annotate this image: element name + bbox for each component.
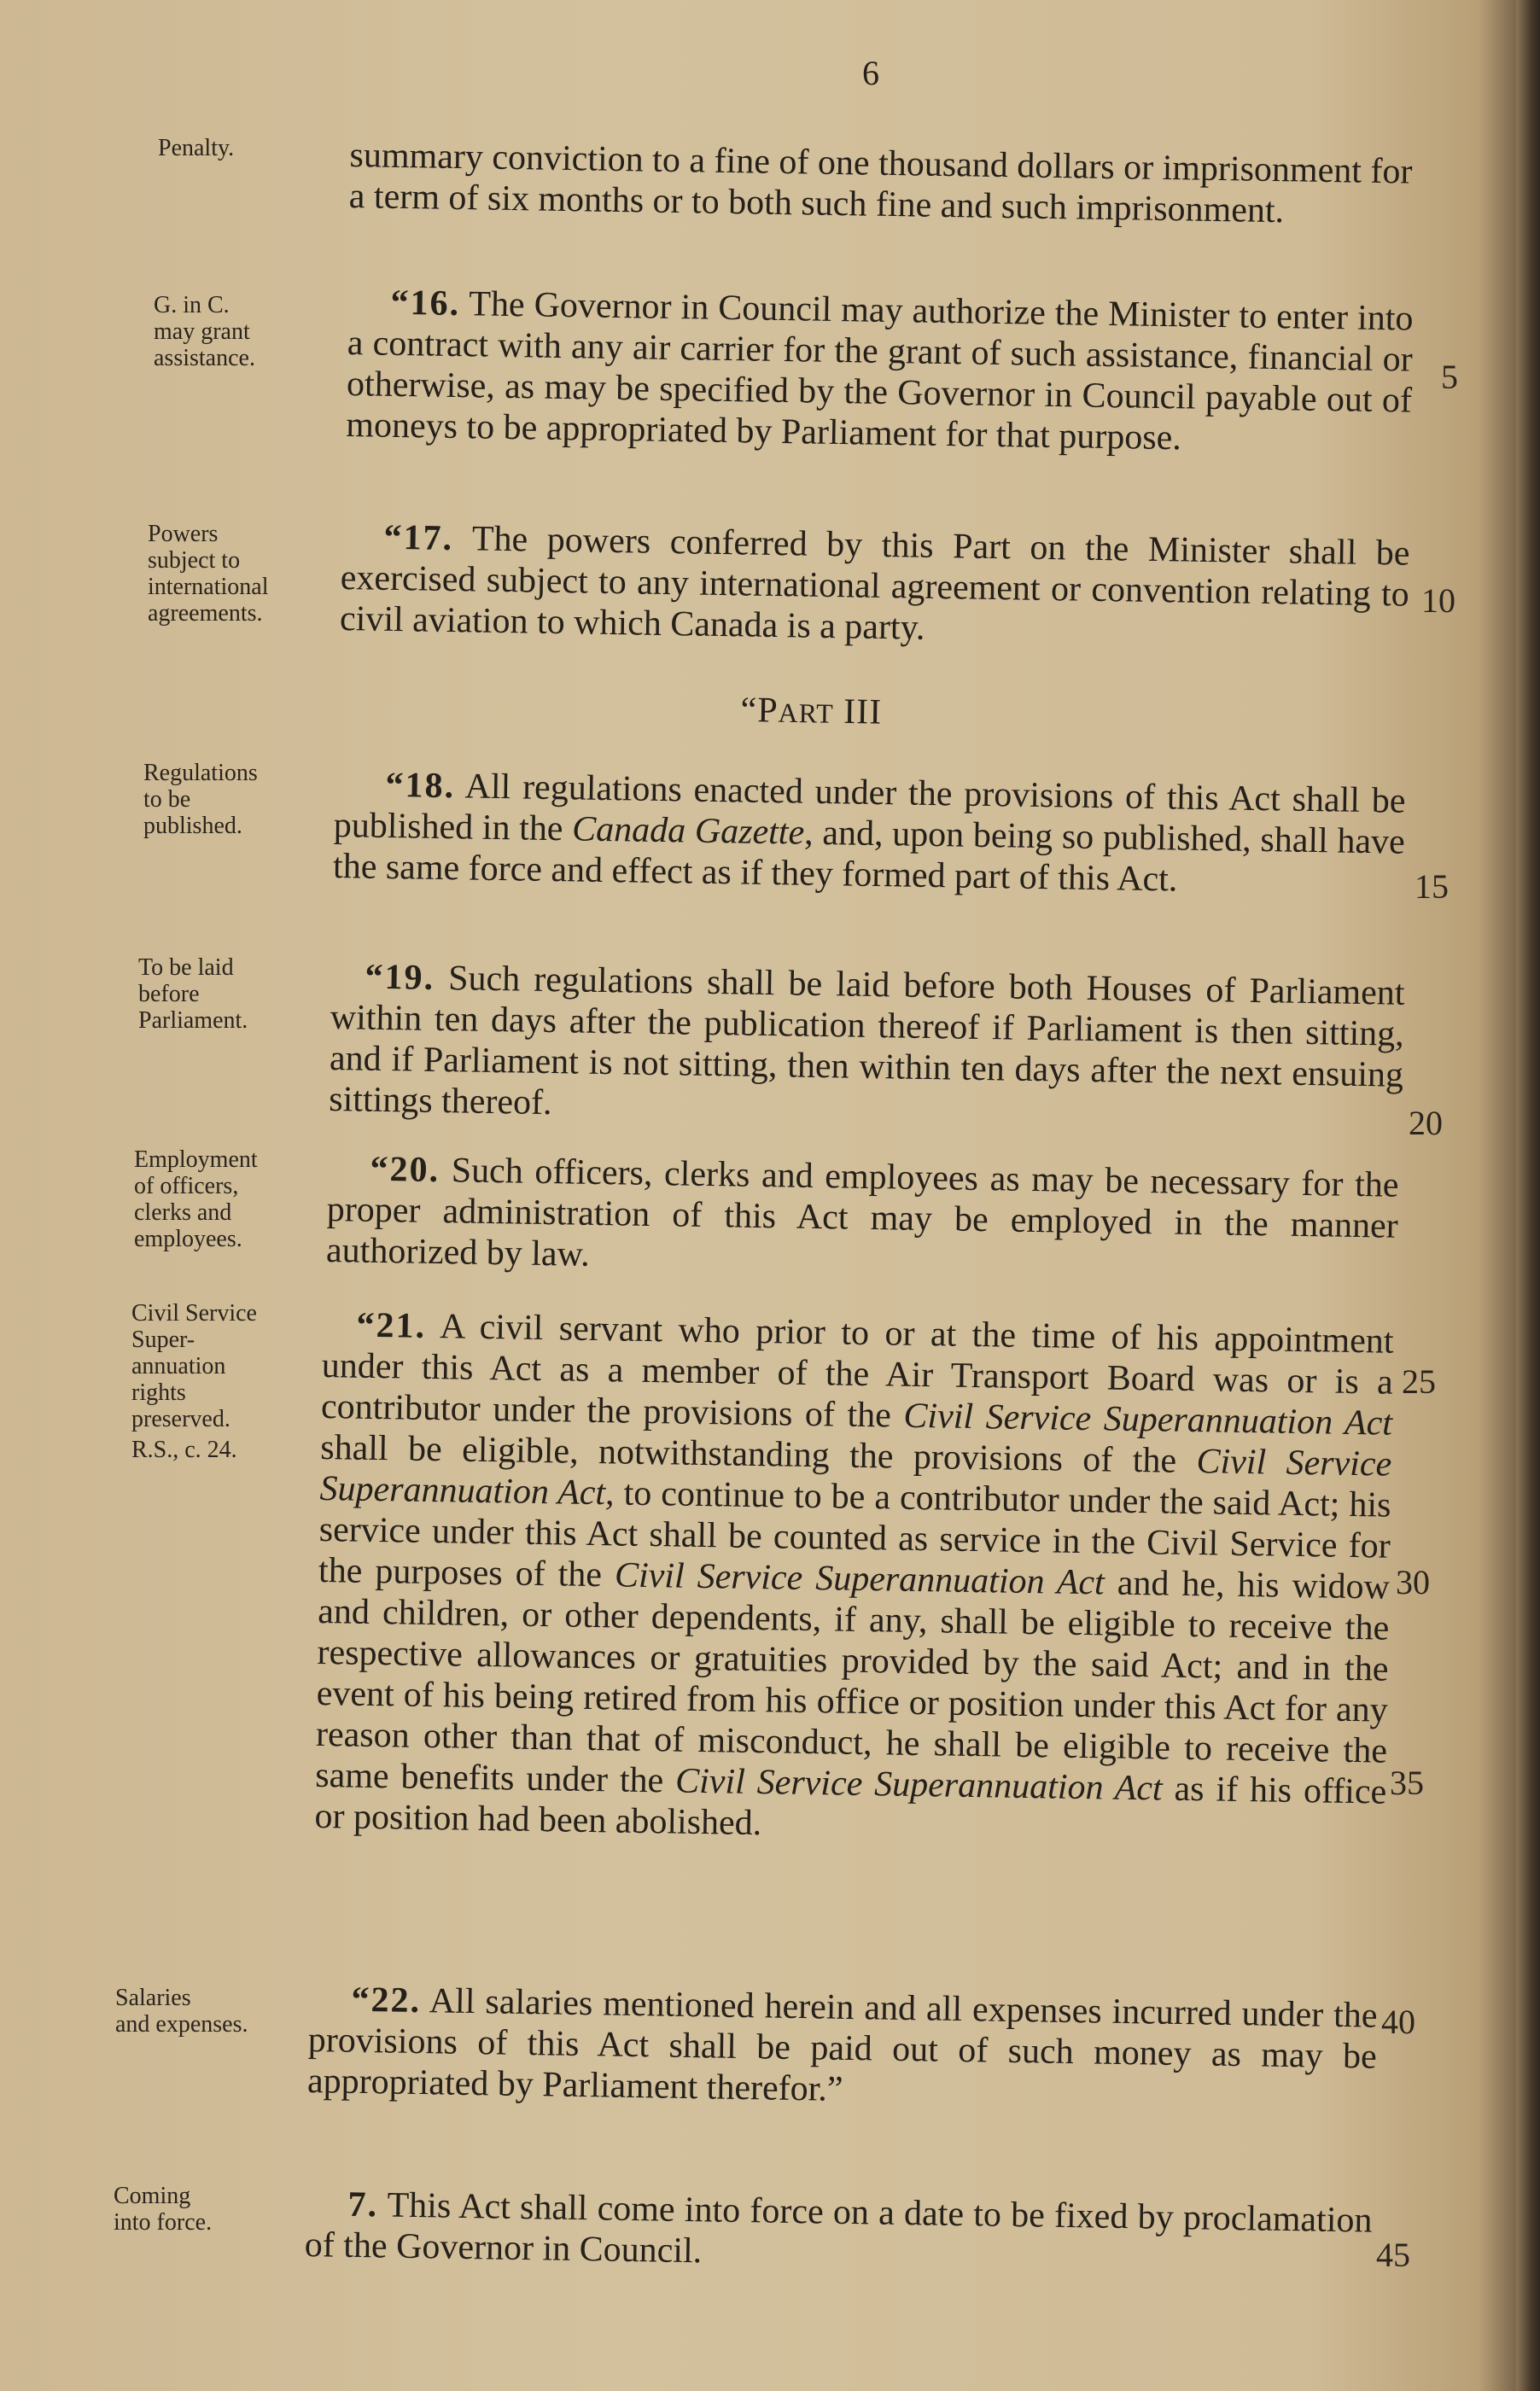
section-17 [340,516,1410,656]
section-italic: Civil Service Superannuation Act [903,1396,1393,1443]
section-16 [346,282,1414,463]
part-heading-smallcaps: ART [778,697,834,729]
line-number-35: 35 [1390,1764,1424,1802]
section-number: “17. [383,517,454,559]
margin-note-coming-into-force: Coming into force. [114,2183,213,2236]
line-number-40: 40 [1381,2003,1415,2041]
section-text: shall be eligible, notwithstanding the provisions of the [319,1427,1197,1482]
margin-note-salaries: Salaries and expenses. [115,1985,248,2038]
section-text: to continue to be a contributor under the said Act; his service under this Act shall be counted as service in the Civil Service for the purposes of the [318,1473,1391,1595]
section-text: This Act shall come into force on a date to be fixed by proclamation of the Governor in Council. [304,2185,1373,2271]
margin-note-penalty: Penalty. [158,135,235,161]
book-gutter [1516,0,1540,2391]
margin-note-powers-subject: Powers subject to international agreements. [148,521,269,627]
section-text: All regulations enacted under the provisions of this Act shall be published in the [333,767,1406,849]
line-number-45: 45 [1376,2236,1410,2274]
section-text: Such officers, clerks and employees as may be necessary for the proper administration of this Act may be employed in the manner authorized by law. [325,1151,1399,1274]
line-number-5: 5 [1441,358,1458,396]
section-22 [307,1979,1378,2119]
section-italic: Civil Service Superannuation Act [614,1555,1105,1603]
section-number: 7. [347,2184,379,2225]
section-number: “22. [351,1980,422,2021]
section-text: The powers conferred by this Part on the Minister shall be exercised subject to any international agreement or convention relating to civil aviation to which Canada is a party. [339,519,1410,648]
section-italic: Civil Service Superannuation Act, [319,1442,1392,1513]
page-number: 6 [862,54,879,92]
paragraph-penalty [348,135,1412,234]
margin-note-employment: Employment of officers, clerks and employees. [134,1146,258,1252]
margin-note-civil-service-ref: R.S., c. 24. [131,1437,237,1463]
part-heading-initial: P [756,691,779,731]
section-number: “19. [365,957,435,998]
section-19 [329,956,1405,1137]
section-text: Such regulations shall be laid before both Houses of Parliament within ten days after the publication thereof if Parliament is then sitting, and if Parliament is not sitting, then within ten days after the next ensuing sittings thereof. [328,958,1405,1123]
section-7 [304,2184,1372,2283]
section-text: , and, upon being so published, shall have the same force and effect as if they formed part of this Act. [332,813,1406,900]
section-italic: Canada Gazette [571,809,805,853]
section-text: as if his office or position had been abolished. [314,1769,1387,1844]
margin-note-regulations-published: Regulations to be published. [143,760,258,839]
section-text: All salaries mentioned herein and all expenses incurred under the provisions of this Act shall be paid out of such money as may be appropriated by Parliament therefor.” [306,1981,1378,2109]
section-20 [326,1148,1399,1288]
line-number-25: 25 [1402,1362,1436,1401]
section-number: “16. [390,283,461,324]
section-italic: Civil Service Superannuation Act [674,1761,1164,1809]
margin-note-civil-service: Civil Service Super- annuation rights preserved. [131,1300,257,1432]
part-heading [740,690,882,733]
section-text: and he, his widow and children, or other dependents, if any, shall be eligible to receive the respective allowances or gratuities provided by the said Act; and in the event of his being retired from his office or position under this Act for any reason other than that of misconduct, he shall be eligible to receive the same benefits under the [314,1563,1391,1801]
part-heading-roman: III [833,691,883,732]
line-number-30: 30 [1396,1563,1430,1601]
part-heading-quote: “ [740,690,758,731]
section-text: A civil servant who prior to or at the time of his appointment under this Act as a member of the Air Transport Board was or is a contributor under the provisions of the [320,1306,1394,1436]
section-number: “18. [385,765,456,807]
section-18 [333,764,1406,904]
line-number-15: 15 [1415,867,1449,906]
section-text: The Governor in Council may authorize the Minister to enter into a contract with any air carrier for the grant of such assistance, financial or otherwise, as may be specified by the Governor in Council payable out of moneys to be appropriated by Parliament for that purpose. [345,284,1414,458]
section-number: “20. [370,1149,440,1191]
line-number-10: 10 [1421,581,1455,620]
line-number-20: 20 [1409,1104,1443,1142]
section-21 [314,1304,1394,1854]
paragraph-text: summary conviction to a fine of one thousand dollars or imprisonment for a term of six months or to both such fine and such imprisonment. [348,135,1413,231]
section-number: “21. [356,1305,427,1346]
margin-note-laid-before-parliament: To be laid before Parliament. [138,954,248,1034]
margin-note-gic-assistance: G. in C. may grant assistance. [154,292,255,371]
